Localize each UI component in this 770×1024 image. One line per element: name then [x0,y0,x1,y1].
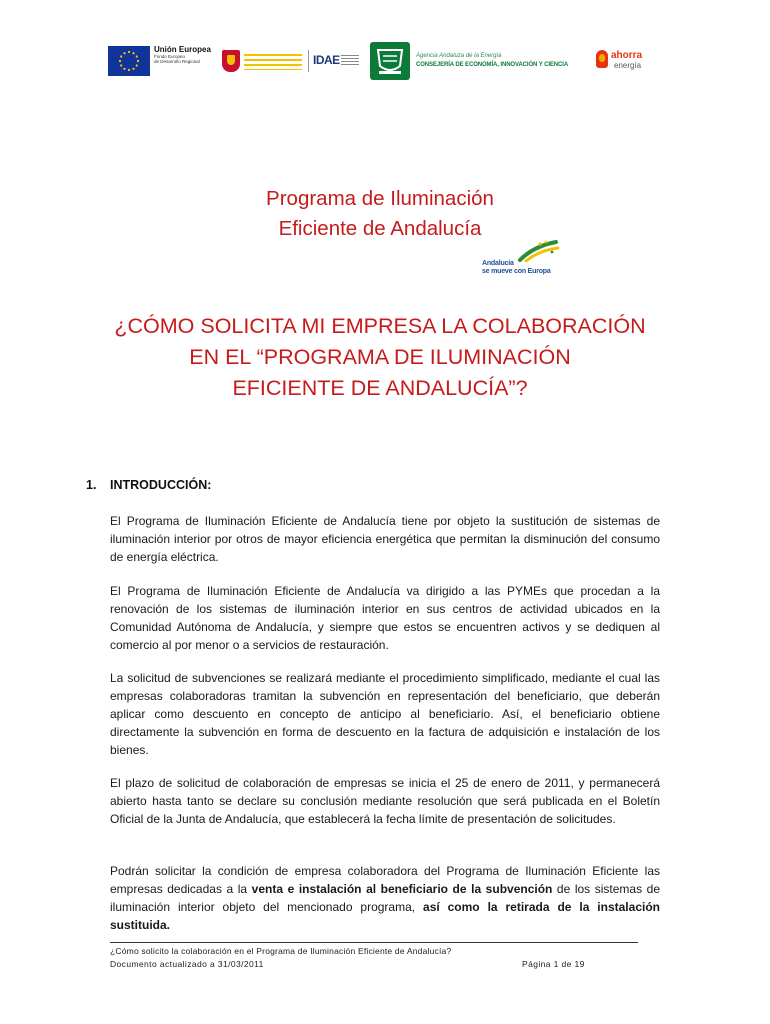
paragraph-5 [110,862,660,934]
eu-star-icon [128,51,130,53]
idae-logo-name: IDAE [313,53,340,67]
andalucia-europa-logo [482,240,562,280]
eu-star-icon [132,68,134,70]
section-title: INTRODUCCIÓN: [110,478,212,492]
agency-logo-line-1: Agencia Andaluza de la Energía [416,53,502,59]
paragraph-3: La solicitud de subvenciones se realizará mediante el procedimiento simplificado, mediante el cual las empresas colaboradoras tramitan la subvención en representación del beneficiario, que deberán aplicar como descuento en concepto de anticipo al beneficiario. Así, el beneficiario obtiene directamente la subvención en forma de descuento en la factura de adquisición e instalación de los bienes. [110,671,660,757]
eu-logo-text [154,46,211,64]
footer-divider [110,942,638,943]
main-heading-line-2: EN EL “PROGRAMA DE ILUMINACIÓN [189,345,571,369]
eu-star-icon [128,69,130,71]
coat-of-arms-icon [222,50,240,72]
eu-logo-subtitle-2: de Desarrollo Regional [154,59,200,64]
ahorra-energia-logo [594,48,654,76]
andalucia-swoosh-icon [482,240,562,262]
agency-logo-text [416,52,568,70]
section-number: 1. [86,478,97,492]
idae-logo [308,50,360,72]
eu-star-icon [123,52,125,54]
eu-star-icon [137,60,139,62]
eu-star-icon [120,64,122,66]
eu-star-icon [136,55,138,57]
paragraph-4: El plazo de solicitud de colaboración de empresas se inicia el 25 de enero de 2011, y permanecerá abierto hasta tanto se declare su conclusión mediante resolución que será publicada en el Boletín Oficial de la Junta de Andalucía, que establecerá la fecha límite de presentación de solicitudes. [110,776,660,826]
program-title [0,184,760,244]
ahorra-logo-word-2: energía [614,61,642,70]
eu-logo-subtitle-1: Fondo Europeo [154,54,186,59]
spanish-government-logo [222,50,306,74]
idae-logo-text-lines [341,55,359,67]
andalucia-logo-line-2: se mueve con Europa [482,268,551,275]
ministry-text-lines [244,54,302,70]
eu-star-icon [119,60,121,62]
eu-star-icon [120,55,122,57]
lightbulb-icon [596,50,608,68]
eu-star-icon [136,64,138,66]
andalucia-logo-line-1: Andalucía [482,260,514,267]
paragraph-5-part-1: Podrán solicitar la condición de empresa colaboradora del Programa de Iluminación Eficiente las empresas dedicadas a la [110,864,660,896]
program-title-line-2: Eficiente de Andalucía [278,217,482,240]
paragraph-2: El Programa de Iluminación Eficiente de Andalucía va dirigido a las PYMEs que procedan a la renovación de los sistemas de iluminación interior en sus centros de actividad ubicados en la Comunidad Autónoma de Andalucía, y siempre que estos se encuentren activos y se dediquen al comercio al por menor o a servicios de restauración. [110,584,660,652]
logo-strip [108,42,653,84]
main-heading-line-3: EFICIENTE DE ANDALUCÍA”? [232,376,528,400]
eu-flag-icon [108,46,150,76]
footer-updated-date: Documento actualizado a 31/03/2011 [110,959,264,969]
junta-andalucia-logo-icon [370,42,410,80]
eu-logo-title: Unión Europea [154,45,211,54]
main-heading-line-1: ¿CÓMO SOLICITA MI EMPRESA LA COLABORACIÓN [114,314,646,338]
footer-page-number: Página 1 de 19 [522,959,585,969]
paragraph-1: El Programa de Iluminación Eficiente de Andalucía tiene por objeto la sustitución de sistemas de iluminación interior por otros de mayor eficiencia energética que permitan la disminución del consumo de energía eléctrica. [110,514,660,564]
section-heading [86,478,211,492]
footer-document-title: ¿Cómo solicito la colaboración en el Programa de Iluminación Eficiente de Andalucía? [110,946,452,956]
eu-star-icon [123,68,125,70]
program-title-line-1: Programa de Iluminación [266,187,494,210]
agency-logo-line-2: CONSEJERÍA DE ECONOMÍA, INNOVACIÓN Y CIENCIA [416,62,569,68]
paragraph-5-bold-2: así como la retirada de la instalación sustituida. [110,900,660,932]
ahorra-logo-word-1: ahorra [611,50,643,61]
eu-star-icon [132,52,134,54]
paragraph-5-bold-1: venta e instalación al beneficiario de la subvención [251,882,553,896]
main-question-heading [0,311,760,404]
paragraph-5-part-2: de los sistemas de iluminación interior objeto del mencionado programa, [110,882,661,914]
